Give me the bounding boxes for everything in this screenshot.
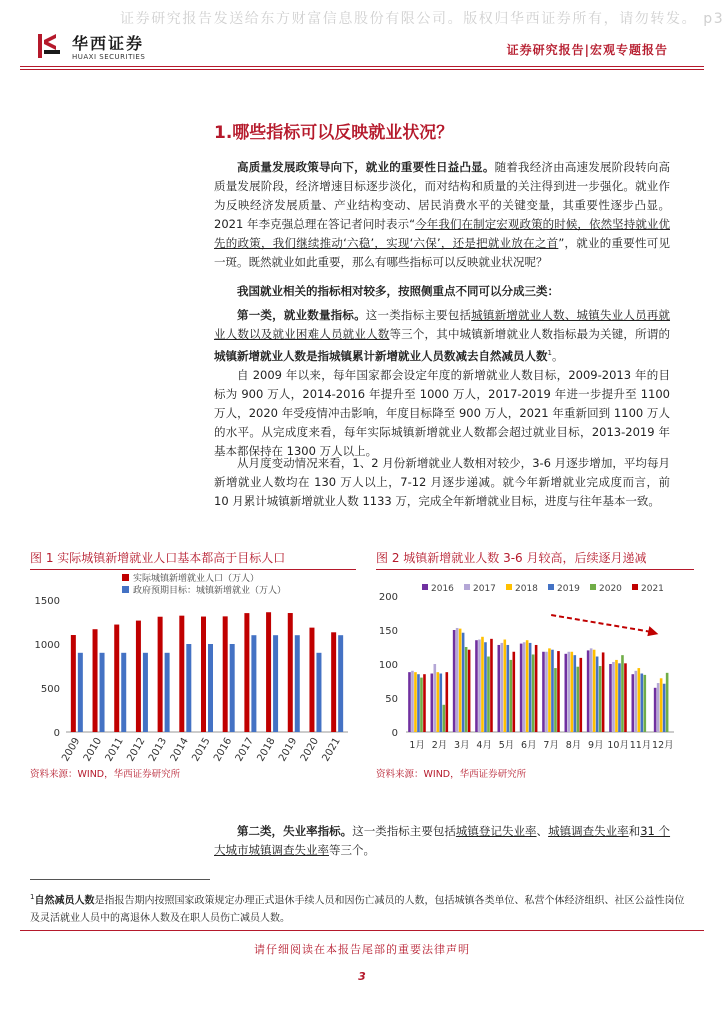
legend-label: 2021 (641, 584, 664, 594)
bar-2020 (532, 654, 535, 732)
bar-2019 (641, 674, 644, 732)
bar-target (338, 635, 343, 732)
legend-label: 政府预期目标：城镇新增就业（万人） (133, 586, 287, 596)
footnote-number: 1 (30, 893, 35, 901)
x-tick-label: 2012 (125, 736, 148, 764)
p1-text-a: 随着我经济由高速发展阶段转向高质量发展阶段，经济增速目标逐步淡化，而对结构和质量的关注得到进一步强化。就业作为反映经济发展质量、产业结构变动、居民消费水平的关键变量，其重要性逐步凸显。2021 年李克强总理在答记者问时表示“ (214, 160, 671, 231)
section-title: 1.哪些指标可以反映就业状况？ (214, 123, 454, 143)
bar-target (121, 653, 126, 732)
bar-2017 (590, 648, 593, 732)
bar-2016 (587, 650, 590, 732)
bar-2019 (462, 633, 465, 732)
bar-actual (331, 632, 336, 732)
x-tick-label: 2018 (255, 736, 278, 764)
header-rule-thin (20, 69, 704, 70)
legend-label: 2020 (599, 584, 622, 594)
report-type: 证券研究报告|宏观专题报告 (506, 43, 668, 57)
bar-2017 (568, 652, 571, 732)
bar-2021 (490, 639, 493, 732)
x-tick-label: 2020 (298, 736, 322, 764)
y-tick-label: 0 (391, 728, 398, 739)
figure-1-title: 图 1 实际城镇新增就业人口基本都高于目标人口 (30, 551, 286, 565)
p6-text-a: 这一类指标主要包括 (352, 824, 456, 838)
p3-indicators: 城镇新增就业人数、城镇失业人员再就业人数以及就业困难人员就业人数 (214, 308, 671, 341)
bar-2017 (434, 664, 437, 732)
bar-2019 (574, 655, 577, 732)
bar-2021 (423, 674, 426, 732)
bar-2019 (440, 674, 443, 732)
bar-2021 (513, 652, 516, 732)
bar-2016 (632, 674, 635, 732)
footer-rule (20, 930, 704, 931)
watermark-text: 证券研究报告发送给东方财富信息股份有限公司。版权归华西证券所有，请勿转发。 p3 (120, 11, 724, 27)
bar-actual (266, 612, 271, 732)
bar-target (186, 644, 191, 732)
legend-label: 2018 (515, 584, 538, 594)
x-tick-label: 2009 (60, 736, 83, 764)
bar-actual (136, 621, 141, 732)
p6-end: 等三个。 (329, 843, 375, 857)
x-tick-label: 2016 (212, 736, 235, 764)
legend-swatch (506, 584, 512, 590)
bar-2017 (478, 640, 481, 732)
x-tick-label: 2015 (190, 736, 213, 764)
bar-target (78, 653, 83, 732)
chart-1 (30, 572, 356, 764)
p6-indicator-2: 城镇调查失业率 (548, 824, 629, 838)
x-tick-label: 11月 (629, 740, 652, 751)
bar-target (208, 644, 213, 732)
bar-2018 (593, 650, 596, 732)
bar-2016 (520, 644, 523, 732)
p1-lead: 高质量发展政策导向下，就业的重要性日益凸显。 (237, 160, 495, 174)
x-tick-label: 6月 (521, 740, 537, 751)
bar-2017 (501, 643, 504, 732)
bar-2019 (618, 663, 621, 732)
y-tick-label: 200 (378, 592, 398, 603)
bar-actual (93, 629, 98, 732)
x-tick-label: 2019 (277, 736, 300, 764)
bar-2020 (577, 667, 580, 732)
bar-2021 (580, 658, 583, 732)
x-tick-label: 2014 (168, 736, 191, 764)
x-tick-label: 10月 (607, 740, 629, 751)
bar-target (230, 644, 235, 732)
footer-disclaimer: 请仔细阅读在本报告尾部的重要法律声明 (254, 943, 470, 956)
x-tick-label: 2017 (233, 736, 256, 764)
p1-quote: 今年我们在制定宏观政策的时候，依然坚持就业优先的政策，我们继续推动‘六稳’，实现‘六保’，还是把就业放在之首 (214, 217, 670, 250)
paragraph-3 (214, 306, 670, 366)
bar-2018 (638, 668, 641, 732)
bar-target (251, 635, 256, 732)
bar-2019 (596, 657, 599, 732)
bar-2020 (487, 657, 490, 732)
bar-2017 (411, 671, 414, 732)
bar-2020 (644, 675, 647, 732)
bar-2017 (635, 671, 638, 732)
bar-2021 (535, 645, 538, 732)
bar-2016 (498, 645, 501, 732)
bar-2020 (666, 673, 669, 732)
bar-target (165, 653, 170, 732)
paragraph-4: 自 2009 年以来，每年国家都会设定年度的新增就业人数目标，2009-2013 年的目标为 900 万人，2014-2016 年提升至 1000 万人，2017-2019 年进一步提升至 1100 万人，2020 年受疫情冲击影响，年度目标降至 900 万人，2021 年重新回到 1100 万人的水平。从完成度来看，每年实际城镇新增就业人数都会超过就业目标，2013-2019 年基本都保持在 1300 万人以上。 (214, 368, 670, 458)
legend-label: 实际城镇新增就业人口（万人） (133, 574, 260, 584)
x-tick-label: 2021 (320, 736, 343, 764)
footnote-text: 是指报告期内按照国家政策规定办理正式退休手续人员和因伤亡减员的人数，包括城镇各类单位、私营个体经济组织、社区公益性岗位及灵活就业人员中的离退休人数及在职人员伤亡减员人数。 (30, 895, 685, 925)
bar-actual (158, 617, 163, 732)
bar-actual (114, 625, 119, 732)
figure-2-source: 资料来源：WIND，华西证券研究所 (376, 769, 527, 780)
legend-label: 2016 (431, 584, 454, 594)
footnote-term: 自然减员人数 (34, 895, 95, 907)
bar-2016 (609, 664, 612, 732)
legend-swatch (122, 574, 129, 581)
y-tick-label: 50 (385, 694, 398, 705)
trend-arrow-head-icon (647, 626, 658, 636)
bar-2017 (523, 642, 526, 732)
bar-actual (71, 635, 76, 732)
bar-actual (309, 628, 314, 732)
bar-2018 (526, 640, 529, 732)
y-tick-label: 100 (378, 660, 398, 671)
bar-2020 (443, 705, 446, 732)
bar-2021 (557, 651, 560, 732)
bar-2017 (612, 662, 615, 732)
x-tick-label: 3月 (454, 740, 470, 751)
bar-target (100, 653, 105, 732)
bar-2018 (660, 678, 663, 732)
x-tick-label: 12月 (652, 740, 674, 751)
bar-2018 (615, 660, 618, 732)
bar-2018 (571, 652, 574, 732)
page-number: 3 (358, 970, 366, 983)
legend-swatch (422, 584, 428, 590)
paragraph-5: 从月度变动情况来看，1、2 月份新增就业人数相对较少，3-6 月逐步增加，平均每月新增就业人数均在 130 万人以上，7-12 月逐步递减。就今年新增就业完成度而言，前 10 月累计城镇新增就业人数 1133 万，完成全年新增就业目标，进度与往年基本一致。 (214, 456, 670, 508)
bar-actual (244, 613, 249, 732)
bar-2021 (468, 650, 471, 732)
legend-swatch (548, 584, 554, 590)
bar-target (295, 635, 300, 732)
x-tick-label: 2011 (103, 736, 126, 764)
bar-2018 (481, 637, 484, 732)
header-rule (20, 66, 704, 67)
x-tick-label: 2013 (146, 736, 170, 764)
logo-chinese: 华西证券 (72, 34, 145, 53)
bar-2018 (504, 640, 507, 732)
legend-swatch (590, 584, 596, 590)
bar-2021 (602, 652, 605, 732)
bar-target (143, 653, 148, 732)
p2-lead: 我国就业相关的指标相对较多，按照侧重点不同可以分成三类： (237, 284, 559, 298)
x-tick-label: 8月 (565, 740, 582, 751)
figure-2-rule (376, 569, 694, 570)
p6-lead: 第二类，失业率指标。 (237, 824, 353, 838)
p3-text-b: 等三个，其中城镇新增就业人数指标最为关键，所谓的 (389, 327, 671, 341)
x-tick-label: 7月 (543, 740, 559, 751)
p6-indicator-3: 31 个大城市城镇调查失业率 (214, 824, 671, 857)
bar-2021 (446, 672, 449, 732)
bar-2019 (529, 643, 532, 732)
bar-target (273, 635, 278, 732)
y-tick-label: 150 (378, 626, 398, 637)
p3-end: 。 (551, 348, 564, 363)
bar-2020 (510, 660, 513, 732)
paragraph-1 (214, 158, 670, 272)
bar-actual (288, 613, 293, 732)
x-tick-label: 2月 (431, 740, 448, 751)
p3-definition: 城镇新增就业人数是指城镇累计新增就业人员数减去自然减员人数 (214, 348, 548, 363)
footnote-rule (30, 879, 210, 880)
bar-2020 (465, 647, 468, 732)
bar-actual (223, 616, 228, 732)
p6-indicator-1: 城镇登记失业率 (455, 824, 537, 838)
logo-english: HUAXI SECURITIES (72, 53, 146, 61)
legend-label: 2019 (557, 584, 580, 594)
p3-text-a: 这一类指标主要包括 (365, 308, 472, 322)
legend-swatch (464, 584, 470, 590)
bar-actual (179, 616, 184, 732)
figure-1-rule (30, 569, 356, 570)
paragraph-2 (214, 282, 670, 301)
legend-swatch (632, 584, 638, 590)
bar-2017 (657, 683, 660, 732)
x-tick-label: 4月 (476, 740, 492, 751)
bar-2020 (420, 678, 423, 732)
p3-lead: 第一类，就业数量指标。 (237, 308, 366, 322)
bar-2016 (565, 654, 568, 732)
x-tick-label: 1月 (409, 740, 425, 751)
figure-1-source: 资料来源：WIND，华西证券研究所 (30, 769, 181, 780)
bar-2021 (624, 663, 627, 732)
y-tick-label: 1000 (34, 640, 60, 651)
y-tick-label: 1500 (34, 596, 60, 607)
bar-2020 (554, 668, 557, 732)
x-tick-label: 9月 (588, 740, 604, 751)
p1-text-b: ”，就业的重要性可见一斑。既然就业如此重要，那么有哪些指标可以反映就业状况呢？ (214, 236, 670, 269)
legend-label: 2017 (473, 584, 496, 594)
legend-swatch (122, 586, 129, 593)
bar-2017 (545, 652, 548, 732)
paragraph-6 (214, 822, 670, 860)
bar-target (316, 653, 321, 732)
bar-2016 (408, 672, 411, 732)
figure-2-title: 图 2 城镇新增就业人数 3-6 月较高，后续逐月递减 (376, 551, 647, 565)
bar-2019 (484, 642, 487, 732)
footnote (30, 888, 694, 928)
bar-2018 (414, 672, 417, 732)
p6-and: 和 (628, 824, 641, 838)
p6-sep: 、 (536, 824, 549, 838)
bar-2019 (663, 684, 666, 732)
bar-2016 (453, 630, 456, 732)
chart-2 (374, 572, 694, 764)
y-tick-label: 0 (53, 728, 60, 739)
bar-2016 (475, 640, 478, 732)
p3-footnote-ref: 1 (547, 349, 552, 357)
bar-2019 (417, 674, 420, 732)
bar-2017 (456, 628, 459, 732)
x-tick-label: 2010 (81, 736, 105, 764)
bar-2018 (459, 629, 462, 732)
bar-2018 (548, 648, 551, 732)
bar-2020 (599, 666, 602, 732)
y-tick-label: 500 (40, 684, 60, 695)
trend-arrow-line (551, 615, 652, 632)
huaxi-logo-icon (30, 30, 68, 62)
bar-2016 (542, 652, 545, 732)
x-tick-label: 5月 (498, 740, 515, 751)
bar-2020 (621, 655, 624, 732)
bar-2018 (437, 672, 440, 732)
bar-2016 (431, 674, 434, 732)
bar-actual (201, 617, 206, 732)
bar-2019 (551, 650, 554, 732)
bar-2019 (507, 645, 510, 732)
bar-2016 (654, 688, 657, 732)
